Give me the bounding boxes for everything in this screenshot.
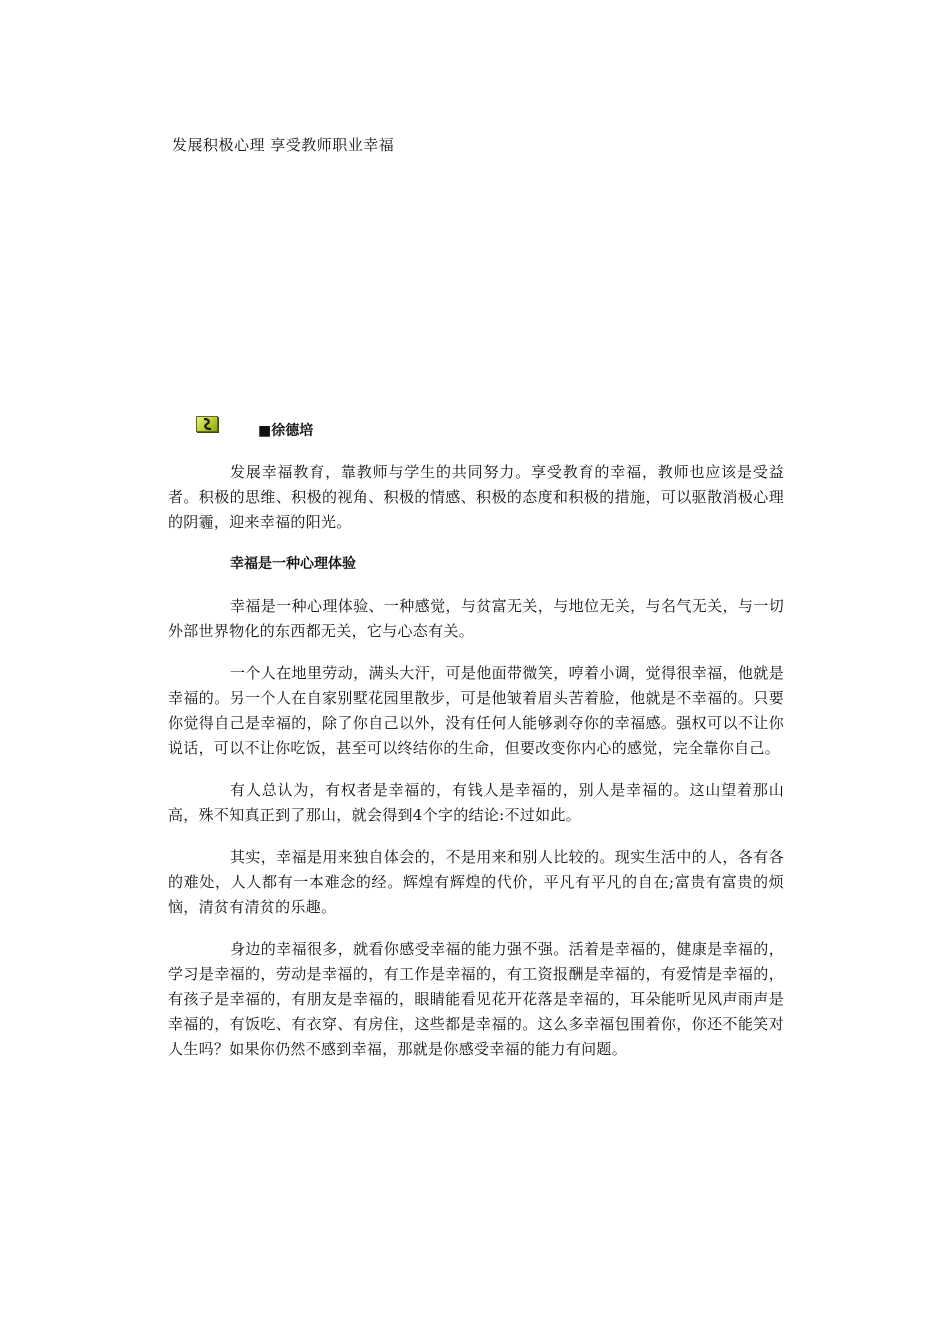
page-title: 发展积极心理 享受教师职业幸福 — [172, 136, 395, 154]
paragraph: 一个人在地里劳动，满头大汗，可是他面带微笑，哼着小调，觉得很幸福，他就是幸福的。另一个人在自家别墅花园里散步，可是他皱着眉头苦着脸，他就是不幸福的。只要你觉得自己是幸福的，除了你自己以外，没有任何人能够剥夺你的幸福感。强权可以不让你说话，可以不让你吃饭，甚至可以终结你的生命，但要改变你内心的感觉，完全靠你自己。 — [168, 664, 784, 757]
paragraph: 有人总认为，有权者是幸福的，有钱人是幸福的，别人是幸福的。这山望着那山高，殊不知真正到了那山，就会得到4个字的结论:不过如此。 — [168, 781, 784, 824]
byline — [196, 416, 496, 442]
paragraph-intro: 发展幸福教育，靠教师与学生的共同努力。享受教育的幸福，教师也应该是受益者。积极的思维、积极的视角、积极的情感、积极的态度和积极的措施，可以驱散消极心理的阴霾，迎来幸福的阳光。 — [168, 463, 784, 531]
document-icon — [196, 416, 218, 432]
section-heading: 幸福是一种心理体验 — [230, 556, 356, 572]
paragraph: 幸福是一种心理体验、一种感觉，与贫富无关，与地位无关，与名气无关，与一切外部世界物化的东西都无关，它与心态有关。 — [168, 597, 784, 640]
paragraph: 身边的幸福很多，就看你感受幸福的能力强不强。活着是幸福的，健康是幸福的，学习是幸福的，劳动是幸福的，有工作是幸福的，有工资报酬是幸福的，有爱情是幸福的，有孩子是幸福的，有朋友是幸福的，眼睛能看见花开花落是幸福的，耳朵能听见风声雨声是幸福的，有饭吃、有衣穿、有房住，这些都是幸福的。这么多幸福包围着你，你还不能笑对人生吗？如果你仍然不感到幸福，那就是你感受幸福的能力有问题。 — [168, 940, 784, 1058]
paragraph: 其实，幸福是用来独自体会的，不是用来和别人比较的。现实生活中的人，各有各的难处，人人都有一本难念的经。辉煌有辉煌的代价，平凡有平凡的自在;富贵有富贵的烦恼，清贫有清贫的乐趣。 — [168, 848, 784, 916]
article-body — [168, 460, 784, 1079]
author-name: ■徐德培 — [258, 423, 314, 439]
